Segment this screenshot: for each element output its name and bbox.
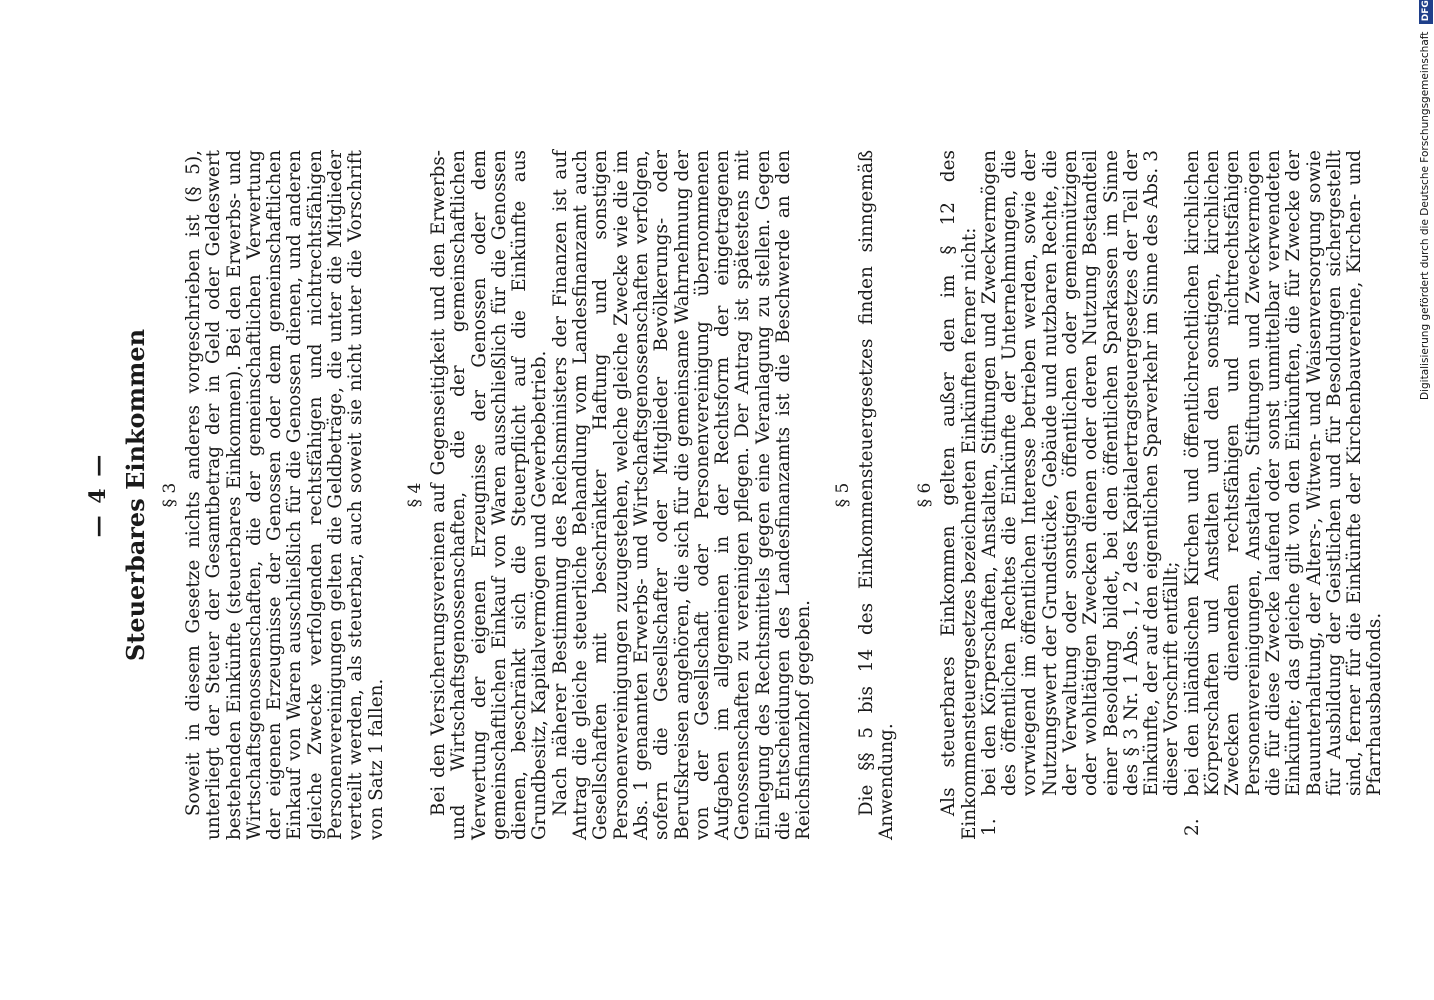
- list-item-number: 1.: [978, 818, 1000, 836]
- section-heading-4: § 4: [404, 482, 425, 508]
- dfg-logo: DFG: [1419, 0, 1433, 24]
- section-3-paragraph: Soweit in diesem Gesetze nichts anderes vorgeschrieben ist (§ 5), unterliegt der Steuer der Gesamtbetrag der in Geld oder Geldeswert bestehenden Einkünfte (steuerbares Einkommen). Bei den Erwerbs- und Wirtschaftsgenossenschaften, die der gemeinschaftlichen Verwertung der eigenen Erzeugnisse der Genossen oder dem gemeinschaftlichen Einkauf von Waren ausschließlich für die Genossen dienen, und anderen gleiche Zwecke verfolgenden rechtsfähigen und nichtrechtsfähigen Personenvereinigungen gelten die Geldbeträge, die unter die Mitglieder verteilt werden, als steuerbar, auch soweit sie nicht unter die Vorschrift von Satz 1 fallen.: [183, 150, 387, 840]
- list-item: [980, 150, 1183, 840]
- section-4-paragraph-1: Bei den Versicherungsvereinen auf Gegenseitigkeit und den Erwerbs- und Wirtschaftsgenossenschaften, die der gemeinschaftlichen Verwertung der eigenen Erzeugnisse der Genossen oder dem gemeinschaftlichen Einkauf von Waren ausschließlich für die Genossen dienen, beschränkt sich die Steuerpflicht auf die Einkünfte aus Grundbesitz, Kapitalvermögen und Gewerbebetrieb.: [427, 150, 551, 840]
- section-5-paragraph: Die §§ 5 bis 14 des Einkommensteuergesetzes finden sinngemäß Anwendung.: [855, 150, 897, 840]
- digitization-note-text: Digitalisierung gefördert durch die Deutsche Forschungsgemeinschaft: [1419, 31, 1431, 400]
- page-title: Steuerbares Einkommen: [121, 328, 150, 662]
- list-item-text: bei den Körperschaften, Anstalten, Stiftungen und Zweckvermögen des öffentlichen Rechtes die Einkünfte der Unternehmungen, die vorwiegend im öffentlichen Interesse betrieben werden, sowie der Nutzungswert der Grundstücke, Gebäude und nutzbaren Rechte, die der Verwaltung oder sonstigen öffentlichen oder gemeinnützigen oder wohltätigen Zwecken dienen oder deren Nutzung Bestandteil einer Besoldung bildet, bei den öffentlichen Sparkassen im Sinne des § 3 Nr. 1 Abs. 1, 2 des Kapitalertragsteuergesetzes der Teil der Einkünfte, der auf den eigentlichen Sparverkehr im Sinne des Abs. 3 dieser Vorschrift entfällt;: [978, 150, 1183, 796]
- section-heading-3: § 3: [160, 482, 180, 508]
- section-heading-5: § 5: [832, 482, 853, 508]
- digitization-note: [1418, 0, 1432, 400]
- list-item-number: 2.: [1181, 818, 1203, 836]
- section-6-intro: Als steuerbares Einkommen gelten außer den im § 12 des Einkommensteuergesetzes bezeichneten Einkünften ferner nicht:: [938, 150, 980, 840]
- page-number: — 4 —: [85, 452, 111, 538]
- list-item: [1183, 150, 1386, 840]
- list-item-text: bei den inländischen Kirchen und öffentlichrechtlichen kirchlichen Körperschaften und Anstalten und den sonstigen, kirchlichen Zwecken dienenden rechtsfähigen und nichtrechtsfähigen Personenvereinigungen, Anstalten, Stiftungen und Zweckvermögen die für diese Zwecke laufend oder sonst unmittelbar verwendeten Einkünfte; das gleiche gilt von den Einkünften, die für Zwecke der Bauunterhaltung, der Alters-, Witwen- und Waisenversorgung sowie für Ausbildung der Geistlichen und für Besoldungen sichergestellt sind, ferner für die Einkünfte der Kirchenbauvereine, Kirchen- und Pfarrhausbaufonds.: [1181, 150, 1386, 796]
- section-4-paragraph-2: Nach näherer Bestimmung des Reichsministers der Finanzen ist auf Antrag die gleiche steuerliche Behandlung vom Landesfinanzamt auch Gesellschaften mit beschränkter Haftung und sonstigen Personenvereinigungen zuzugestehen, welche gleiche Zwecke wie die im Abs. 1 genannten Erwerbs- und Wirtschaftsgenossenschaften verfolgen, sofern die Gesellschafter oder Mitglieder Bevölkerungs- oder Berufskreisen angehören, die sich für die gemeinsame Wahrnehmung der von der Gesellschaft oder Personenvereinigung übernommenen Aufgaben im allgemeinen in der Rechtsform der eingetragenen Genossenschaften zu vereinigen pflegen. Der Antrag ist spätestens mit Einlegung des Rechtsmittels gegen eine Veranlagung zu stellen. Gegen die Entscheidungen des Landesfinanzamts ist die Beschwerde an den Reichsfinanzhof gegeben.: [549, 150, 815, 840]
- rotated-document-page: [80, 150, 1386, 840]
- section-heading-6: § 6: [915, 482, 936, 508]
- section-6-list: [980, 150, 1386, 840]
